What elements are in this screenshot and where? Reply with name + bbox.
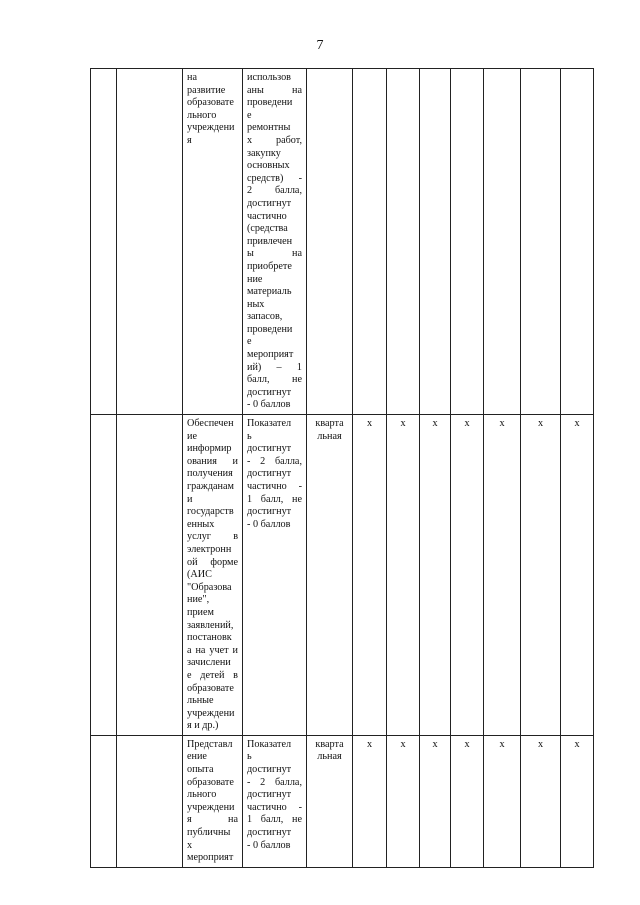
cell-line: достигнут xyxy=(247,506,292,518)
table-row xyxy=(91,69,594,415)
cell-line: учреждени xyxy=(187,122,235,134)
cell-line: достигнут xyxy=(247,827,292,839)
cell-line: достигнут xyxy=(247,386,292,398)
cell-line: частично - xyxy=(247,481,302,492)
cell-line: кварта xyxy=(315,738,344,750)
cell-line: - 0 баллов xyxy=(247,839,291,851)
cell-line: достигнут xyxy=(247,197,292,209)
cell-line: информир xyxy=(187,443,232,455)
cell-line: балл, не xyxy=(247,374,302,386)
criteria-cell xyxy=(243,415,307,736)
cell-line: льная xyxy=(317,751,342,763)
cell-line: енных xyxy=(187,518,215,530)
cell-line: я xyxy=(187,134,192,146)
cell-line: образовате xyxy=(187,776,234,788)
criteria-table xyxy=(90,68,594,868)
cell-line: опыта xyxy=(187,764,214,776)
cell-line: учреждени xyxy=(187,801,235,813)
cell-line: ние", xyxy=(187,594,210,606)
mark-cell xyxy=(561,415,594,736)
period-cell xyxy=(307,69,353,415)
mark-value: х xyxy=(499,738,505,750)
cell-line: - 2 балла, xyxy=(247,776,302,788)
cell-line: ение xyxy=(187,751,207,763)
cell-line: образовате xyxy=(187,682,234,694)
indicator-cell xyxy=(183,735,243,867)
cell-line: частично - xyxy=(247,801,302,813)
section-cell xyxy=(117,735,183,867)
number-cell xyxy=(91,69,117,415)
cell-line: достигнут xyxy=(247,468,292,480)
mark-value: х xyxy=(464,738,470,750)
cell-line: электронн xyxy=(187,543,232,555)
mark-cell xyxy=(353,415,387,736)
cell-line: материаль xyxy=(247,286,292,298)
cell-line: использов xyxy=(247,72,291,83)
cell-line: 1 балл, не xyxy=(247,493,302,505)
cell-line: гражданам xyxy=(187,481,234,492)
cell-line: зачислени xyxy=(187,657,231,669)
cell-line: ования и xyxy=(187,455,238,467)
cell-line: ь xyxy=(247,430,252,442)
cell-line: приобрете xyxy=(247,260,292,272)
cell-line: основных xyxy=(247,160,290,172)
cell-line: Представл xyxy=(187,738,233,750)
indicator-cell xyxy=(183,415,243,736)
cell-line: ой форме xyxy=(187,556,238,568)
cell-line: льного xyxy=(187,789,217,801)
cell-line: Обеспечен xyxy=(187,418,234,430)
cell-line: (средства xyxy=(247,223,288,235)
mark-value: х xyxy=(366,738,373,750)
mark-cell xyxy=(561,735,594,867)
cell-line: государств xyxy=(187,506,234,518)
cell-line: х работ, xyxy=(247,134,302,146)
cell-line: 1 балл, не xyxy=(247,814,302,826)
cell-line: услуг в xyxy=(187,531,238,543)
cell-line: ных xyxy=(247,298,265,310)
mark-cell xyxy=(420,415,451,736)
cell-line: ремонтны xyxy=(247,122,291,134)
cell-line: - 2 балла, xyxy=(247,455,302,467)
mark-cell xyxy=(521,735,561,867)
mark-cell xyxy=(521,415,561,736)
cell-line: льная xyxy=(317,430,342,442)
cell-line: мероприят xyxy=(187,852,234,864)
cell-line: ы на xyxy=(247,248,302,260)
section-cell xyxy=(117,69,183,415)
cell-line: Показател xyxy=(247,418,292,430)
mark-value: х xyxy=(574,738,580,750)
mark-cell xyxy=(521,69,561,415)
cell-line: е детей в xyxy=(187,669,238,681)
cell-line: публичны xyxy=(187,827,231,839)
mark-cell xyxy=(420,69,451,415)
mark-cell xyxy=(387,69,420,415)
cell-line: льного xyxy=(187,109,217,121)
criteria-cell xyxy=(243,69,307,415)
cell-line: я и др.) xyxy=(187,720,219,732)
mark-value: х xyxy=(400,738,406,750)
page-number: 7 xyxy=(316,38,324,53)
cell-line: учреждени xyxy=(187,707,235,719)
mark-value: х xyxy=(464,418,470,430)
cell-line: прием xyxy=(187,606,214,618)
period-cell xyxy=(307,735,353,867)
cell-line: ние xyxy=(247,273,263,285)
cell-line: привлечен xyxy=(247,235,293,247)
cell-line: мероприят xyxy=(247,349,294,361)
cell-line: (АИС xyxy=(187,569,212,581)
cell-line: достигнут xyxy=(247,764,292,776)
cell-line: е xyxy=(247,109,252,121)
mark-cell xyxy=(387,415,420,736)
mark-cell xyxy=(484,735,521,867)
cell-line: ь xyxy=(247,751,252,763)
cell-line: аны на xyxy=(247,84,302,96)
cell-line: на xyxy=(187,72,197,83)
table-row xyxy=(91,415,594,736)
table-row xyxy=(91,735,594,867)
cell-line: кварта xyxy=(315,418,344,430)
cell-line: закупку xyxy=(247,147,281,159)
mark-cell xyxy=(353,735,387,867)
cell-line: достигнут xyxy=(247,443,292,455)
mark-value: х xyxy=(537,418,544,430)
mark-cell xyxy=(561,69,594,415)
cell-line: заявлений, xyxy=(187,619,234,631)
cell-line: льные xyxy=(187,695,214,707)
cell-line: Показател xyxy=(247,738,292,750)
mark-value: х xyxy=(432,738,438,750)
mark-value: х xyxy=(499,418,505,430)
cell-line: а на учет и xyxy=(187,644,238,656)
cell-line: е xyxy=(247,336,252,348)
section-cell xyxy=(117,415,183,736)
cell-line: запасов, xyxy=(247,311,283,323)
mark-cell xyxy=(451,735,484,867)
period-cell xyxy=(307,415,353,736)
mark-value: х xyxy=(400,418,406,430)
mark-cell xyxy=(387,735,420,867)
cell-line: ий) – 1 xyxy=(247,361,302,373)
cell-line: образовате xyxy=(187,97,234,109)
cell-line: развитие xyxy=(187,84,226,96)
mark-cell xyxy=(353,69,387,415)
mark-cell xyxy=(451,415,484,736)
cell-line: ие xyxy=(187,430,197,442)
cell-line: - 0 баллов xyxy=(247,399,291,411)
cell-line: постановк xyxy=(187,632,232,644)
number-cell xyxy=(91,735,117,867)
cell-line: х xyxy=(187,839,193,851)
cell-line: проведени xyxy=(247,323,293,335)
mark-value: х xyxy=(537,738,544,750)
mark-cell xyxy=(451,69,484,415)
number-cell xyxy=(91,415,117,736)
cell-line: средств) - xyxy=(247,172,302,184)
mark-cell xyxy=(484,69,521,415)
cell-line: "Образова xyxy=(187,581,232,593)
mark-cell xyxy=(484,415,521,736)
mark-value: х xyxy=(574,418,580,430)
cell-line: достигнут xyxy=(247,789,292,801)
cell-line: проведени xyxy=(247,97,293,109)
criteria-cell xyxy=(243,735,307,867)
cell-line: 2 балла, xyxy=(247,185,302,197)
mark-cell xyxy=(420,735,451,867)
mark-value: х xyxy=(432,418,438,430)
cell-line: получения xyxy=(187,468,233,480)
cell-line: - 0 баллов xyxy=(247,518,291,530)
indicator-cell xyxy=(183,69,243,415)
cell-line: я на xyxy=(187,814,238,826)
cell-line: частично xyxy=(247,210,287,222)
cell-line: и xyxy=(187,493,193,505)
mark-value: х xyxy=(366,418,373,430)
